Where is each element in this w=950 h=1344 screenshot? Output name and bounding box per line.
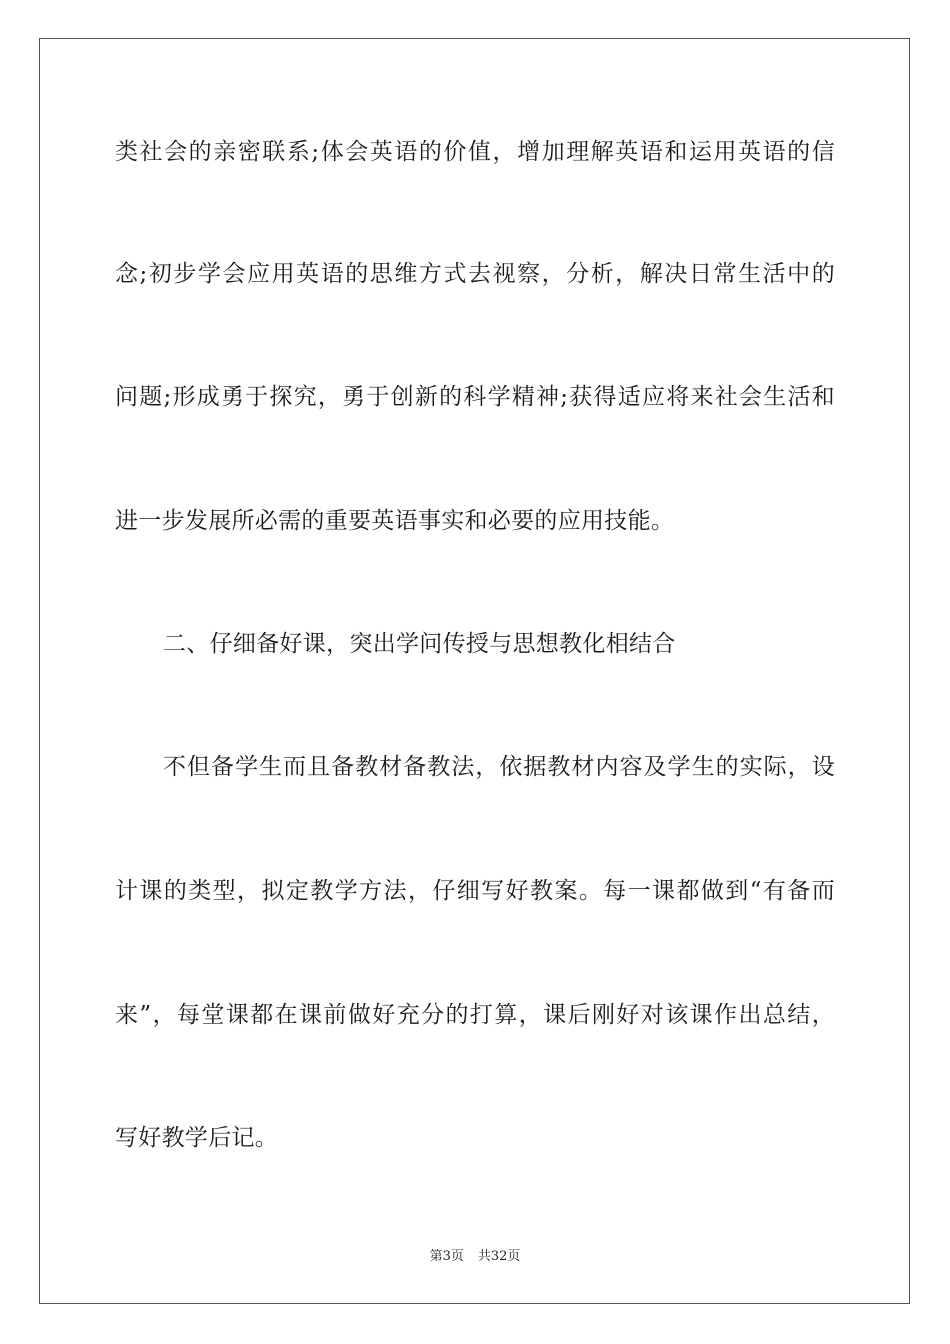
- page-footer: [0, 1248, 950, 1266]
- paragraph-line-8: 写好教学后记。: [115, 1125, 279, 1151]
- section-heading: 二、仔细备好课，突出学问传授与思想教化相结合: [163, 631, 676, 657]
- page-total: 共32页: [477, 1249, 521, 1264]
- page-number: 第3页: [429, 1249, 464, 1264]
- paragraph-line-6: 计课的类型，拟定教学方法，仔细写好教案。每一课都做到“有备而: [115, 878, 835, 904]
- paragraph-line-4: 进一步发展所必需的重要英语事实和必要的应用技能。: [115, 508, 675, 534]
- paragraph-line-7: 来”，每堂课都在课前做好充分的打算，课后刚好对该课作出总结，: [115, 1002, 835, 1028]
- paragraph-line-1: 类社会的亲密联系;体会英语的价值，增加理解英语和运用英语的信: [115, 139, 835, 165]
- page-border: [39, 38, 910, 1304]
- paragraph-line-3: 问题;形成勇于探究，勇于创新的科学精神;获得适应将来社会生活和: [115, 384, 835, 410]
- paragraph-line-2: 念;初步学会应用英语的思维方式去视察，分析，解决日常生活中的: [115, 261, 835, 287]
- paragraph-line-5: 不但备学生而且备教材备教法，依据教材内容及学生的实际，设: [163, 754, 835, 780]
